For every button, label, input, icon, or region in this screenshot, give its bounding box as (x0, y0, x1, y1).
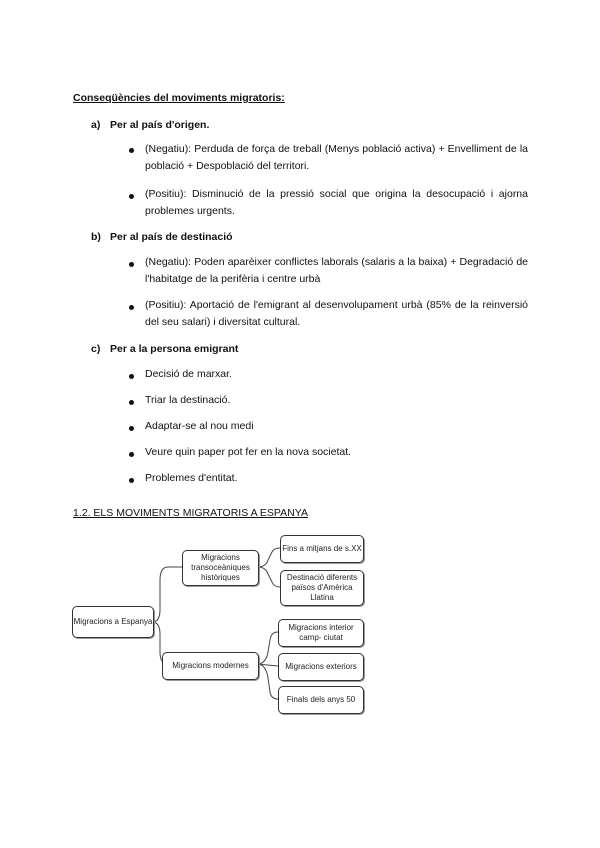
list-item: (Negatiu): Perduda de força de treball (Menys població activa) + Envelliment de la població + Despoblació del territori. (145, 143, 528, 172)
diagram-leaf: Migracions interior camp- ciutat (278, 619, 364, 647)
list-item: Veure quin paper pot fer en la nova societat. (145, 446, 352, 458)
diagram-leaf: Fins a mitjans de s.XX (280, 535, 364, 563)
list-item: (Positiu): Disminució de la pressió social que origina la desocupació i ajorna problemes urgents. (145, 188, 528, 217)
section-marker-a: a) (91, 119, 101, 131)
diagram-branch-historic: Migracions transoceàniques històriques (182, 550, 259, 586)
page-title: Conseqüències del moviments migratoris: (73, 92, 285, 104)
list-item: Problemes d'entitat. (145, 472, 238, 484)
diagram-branch-modern: Migracions modernes (162, 652, 259, 680)
section-title: 1.2. ELS MOVIMENTS MIGRATORIS A ESPANYA (73, 507, 308, 519)
section-label-c: Per a la persona emigrant (110, 343, 239, 355)
section-marker-b: b) (91, 231, 101, 243)
list-item: (Positiu): Aportació de l'emigrant al desenvolupament urbà (85% de la reinversió del seu salari) i diversitat cultural. (145, 299, 528, 328)
list-item: Triar la destinació. (145, 394, 231, 406)
list-item: Decisió de marxar. (145, 368, 232, 380)
diagram-root-box: Migracions a Espanya (72, 606, 154, 638)
diagram-leaf: Migracions exteriors (278, 653, 364, 681)
section-marker-c: c) (91, 343, 101, 355)
diagram-leaf: Finals dels anys 50 (278, 686, 364, 714)
diagram-leaf: Destinació diferents països d'Amèrica Llatina (280, 570, 364, 606)
section-label-a: Per al país d'origen. (110, 119, 210, 131)
list-item: Adaptar-se al nou medi (145, 420, 254, 432)
list-item: (Negatiu): Poden aparèixer conflictes laborals (salaris a la baixa) + Degradació de l'habitatge de la perifèria i centre urbà (145, 256, 528, 285)
section-label-b: Per al país de destinació (110, 231, 233, 243)
